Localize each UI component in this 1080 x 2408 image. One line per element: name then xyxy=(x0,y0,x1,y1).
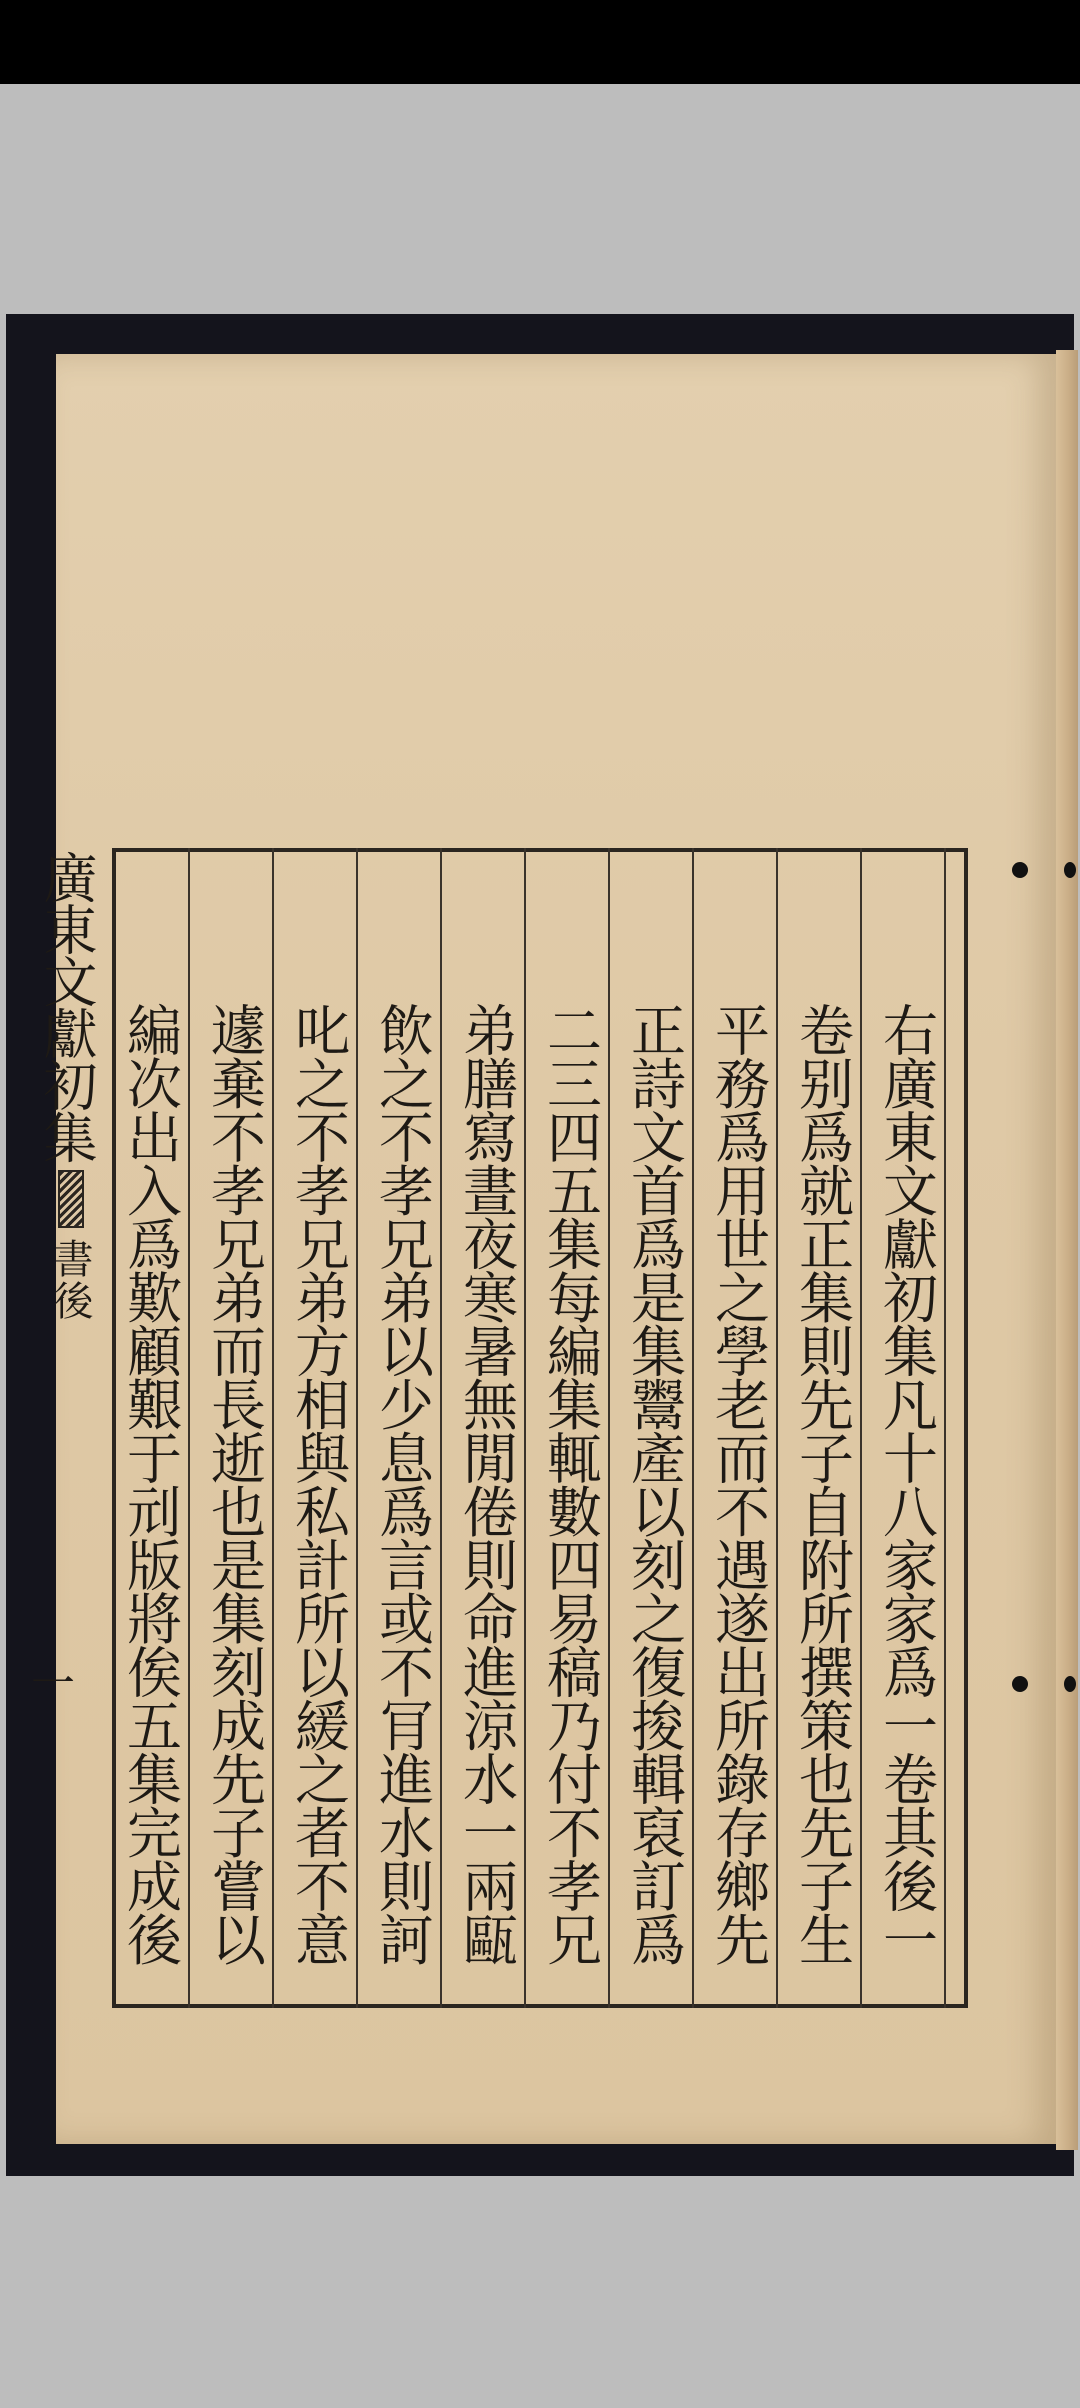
margin-title: 廣東文獻初集 xyxy=(35,850,98,1162)
status-bar xyxy=(0,0,1080,84)
text-column: 平務爲用世之學老而不遇遂出所錄存鄉先 xyxy=(706,1002,770,1965)
column-rule xyxy=(524,848,526,2008)
column-rule xyxy=(440,848,442,2008)
text-column: 右廣東文獻初集凡十八家家爲一卷其後一 xyxy=(874,1002,938,1965)
page-number: 一 xyxy=(23,1660,74,1704)
binding-hole xyxy=(1064,1676,1076,1692)
column-rule xyxy=(188,848,190,2008)
text-column: 二三四五集每編集輒數四易稿乃付不孝兄 xyxy=(538,1002,602,1965)
binding-hole xyxy=(1064,862,1076,878)
section-label: 書後 xyxy=(47,1238,93,1322)
text-column: 編次出入爲歎顧艱于刓版將俟五集完成後 xyxy=(118,1002,182,1965)
column-rule xyxy=(356,848,358,2008)
text-column: 弟膳寫晝夜寒暑無閒倦則命進涼水一兩甌 xyxy=(454,1002,518,1965)
text-column: 飲之不孝兄弟以少息爲言或不肎進水則訶 xyxy=(370,1002,434,1965)
fold-mark xyxy=(58,1170,84,1228)
text-column: 叱之不孝兄弟方相與私計所以緩之者不意 xyxy=(286,1002,350,1965)
column-rule xyxy=(776,848,778,2008)
binding-hole xyxy=(1012,862,1028,878)
column-rule xyxy=(692,848,694,2008)
column-rule xyxy=(272,848,274,2008)
text-column: 卷别爲就正集則先子自附所撰策也先子生 xyxy=(790,1002,854,1965)
text-column: 遽棄不孝兄弟而長逝也是集刻成先子嘗以 xyxy=(202,1002,266,1965)
text-column: 正詩文首爲是集鬻產以刻之復捘輯裒訂爲 xyxy=(622,1002,686,1965)
column-rule xyxy=(944,848,946,2008)
column-rule xyxy=(608,848,610,2008)
binding-hole xyxy=(1012,1676,1028,1692)
column-rule xyxy=(860,848,862,2008)
page-edge xyxy=(1056,350,1078,2150)
